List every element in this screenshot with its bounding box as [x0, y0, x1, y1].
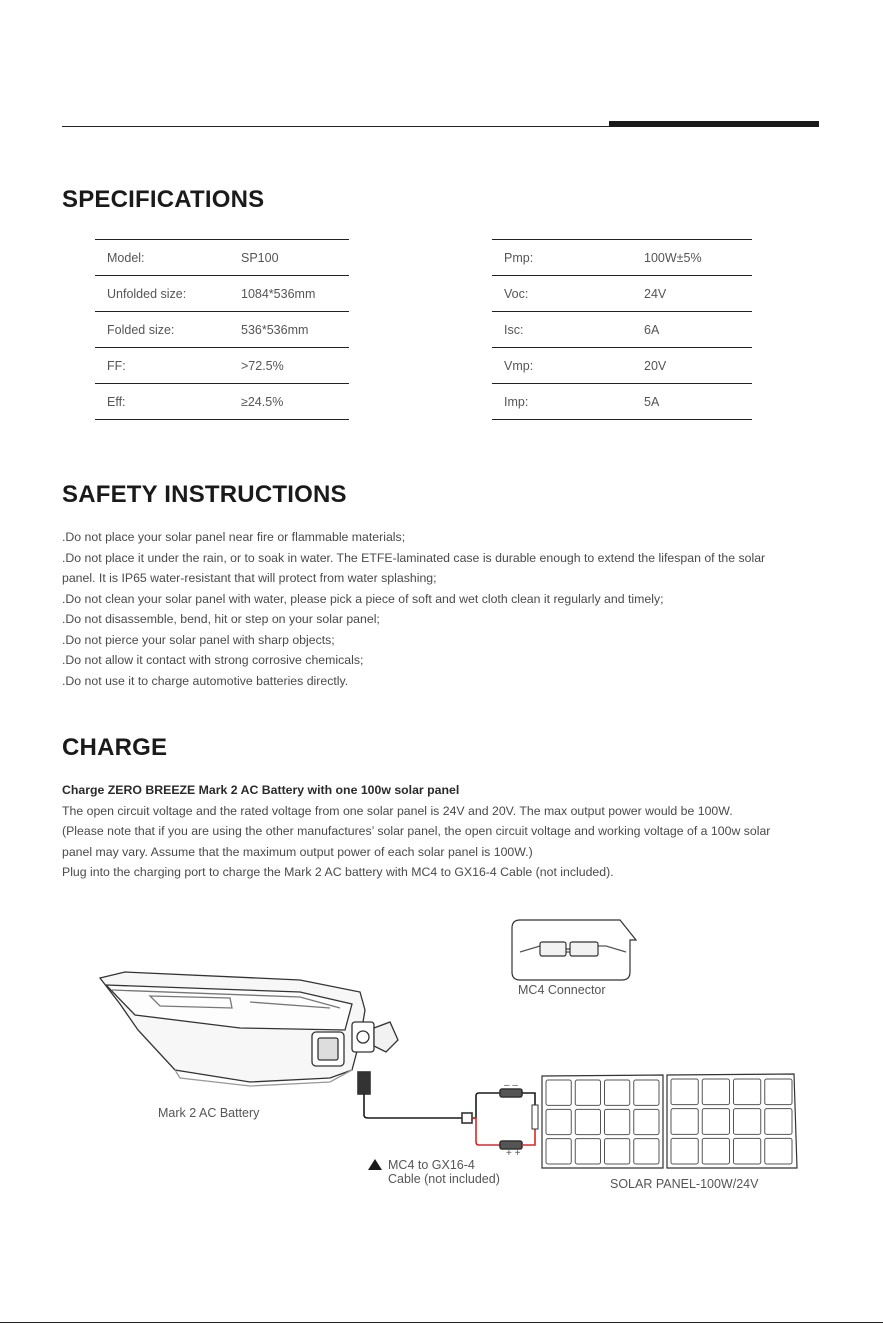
cable-label — [388, 1158, 500, 1186]
safety-line: panel. It is IP65 water-resistant that will protect from water splashing; — [62, 571, 437, 585]
spec-row — [95, 384, 349, 420]
spec-value: 5A — [632, 384, 752, 420]
footer-rule — [0, 1322, 883, 1323]
solar-panel-label: SOLAR PANEL-100W/24V — [610, 1177, 759, 1191]
spec-key: Vmp: — [492, 348, 632, 384]
safety-instructions — [62, 527, 832, 691]
spec-row — [492, 240, 752, 276]
mc4-connector-callout — [512, 920, 636, 980]
safety-line: .Do not place it under the rain, or to soak in water. The ETFE-laminated case is durable enough to extend the lifespan of the solar — [62, 550, 766, 565]
safety-line: .Do not place your solar panel near fire or flammable materials; — [62, 530, 406, 544]
spec-value: ≥24.5% — [229, 384, 349, 420]
charge-text — [62, 780, 832, 883]
negative-signs: – – — [504, 1080, 518, 1091]
battery-label: Mark 2 AC Battery — [158, 1106, 260, 1120]
spec-key: Imp: — [492, 384, 632, 420]
safety-line: .Do not use it to charge automotive batteries directly. — [62, 673, 349, 688]
spec-key: Pmp: — [492, 240, 632, 276]
safety-line: .Do not disassemble, bend, hit or step on your solar panel; — [62, 612, 380, 626]
mc4-connector-label: MC4 Connector — [518, 983, 606, 997]
spec-key: Folded size: — [95, 312, 229, 348]
charge-line: panel may vary. Assume that the maximum output power of each solar panel is 100W.) — [62, 844, 533, 859]
cable-label-line-2: Cable (not included) — [388, 1172, 500, 1186]
spec-value: 6A — [632, 312, 752, 348]
solar-panel-illustration — [542, 1074, 797, 1168]
header-accent-bar — [609, 121, 819, 127]
spec-row — [95, 312, 349, 348]
charge-line: Plug into the charging port to charge the Mark 2 AC battery with MC4 to GX16-4 Cable (not included). — [62, 865, 614, 879]
spec-row — [492, 384, 752, 420]
safety-line: .Do not pierce your solar panel with sharp objects; — [62, 632, 335, 647]
spec-key: Model: — [95, 240, 229, 276]
safety-line: .Do not allow it contact with strong corrosive chemicals; — [62, 653, 364, 667]
spec-row — [492, 312, 752, 348]
specifications-heading: SPECIFICATIONS — [62, 186, 265, 213]
spec-key: Voc: — [492, 276, 632, 312]
battery-illustration — [100, 972, 398, 1086]
spec-row — [492, 276, 752, 312]
charge-heading: CHARGE — [62, 734, 168, 761]
spec-table-left — [95, 239, 349, 420]
spec-key: FF: — [95, 348, 229, 384]
spec-value: 536*536mm — [229, 312, 349, 348]
charge-subtitle: Charge ZERO BREEZE Mark 2 AC Battery with one 100w solar panel — [62, 783, 460, 797]
spec-row — [95, 348, 349, 384]
spec-value: >72.5% — [229, 348, 349, 384]
safety-line: .Do not clean your solar panel with water, please pick a piece of soft and wet cloth clean it regularly and timely; — [62, 591, 664, 606]
positive-signs: + + — [506, 1148, 521, 1159]
spec-key: Isc: — [492, 312, 632, 348]
spec-key: Unfolded size: — [95, 276, 229, 312]
spec-table-right — [492, 239, 752, 420]
spec-row — [95, 240, 349, 276]
spec-key: Eff: — [95, 384, 229, 420]
spec-value: 24V — [632, 276, 752, 312]
safety-heading: SAFETY INSTRUCTIONS — [62, 481, 347, 508]
spec-row — [95, 276, 349, 312]
charge-line: The open circuit voltage and the rated voltage from one solar panel is 24V and 20V. The max output power would be 100W. — [62, 803, 733, 818]
warning-triangle-icon — [368, 1159, 382, 1170]
spec-row — [492, 348, 752, 384]
cable-label-line-1: MC4 to GX16-4 — [388, 1158, 475, 1172]
charge-line: (Please note that if you are using the other manufactures’ solar panel, the open circuit voltage and working voltage of a 100w solar — [62, 824, 771, 838]
spec-value: SP100 — [229, 240, 349, 276]
spec-value: 20V — [632, 348, 752, 384]
spec-value: 1084*536mm — [229, 276, 349, 312]
spec-value: 100W±5% — [632, 240, 752, 276]
